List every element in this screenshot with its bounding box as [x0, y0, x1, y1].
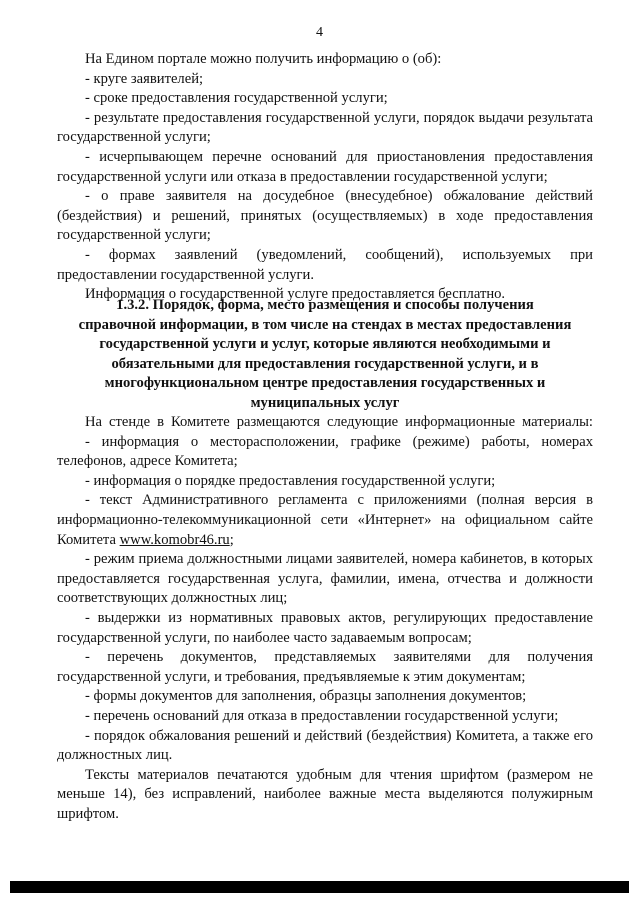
- info-list-block: [57, 50, 593, 305]
- list-item: - сроке предоставления государственной услуги;: [85, 90, 388, 107]
- list-item: - перечень документов, представляемых заявителями для получения государственной услуги, и требования, предъявляемые к этим документам;: [57, 649, 593, 685]
- list-item: - режим приема должностными лицами заявителей, номера кабинетов, в которых предоставляется государственная услуга, фамилии, имена, отчества и должности соответствующих должностных лиц;: [57, 551, 593, 607]
- list-item-text: - текст Административного регламента с приложениями (полная версия в информационно-телекоммуникационной сети «Интернет» на официальном сайте Комитета: [57, 492, 593, 548]
- list-item-text: ;: [229, 531, 234, 548]
- list-item: - формы документов для заполнения, образцы заполнения документов;: [85, 688, 527, 705]
- heading-line: государственной услуги и услуг, которые являются необходимыми и: [99, 336, 551, 353]
- list-item: - круге заявителей;: [85, 70, 204, 87]
- list-item: - информация о порядке предоставления государственной услуги;: [85, 472, 496, 489]
- list-item: - исчерпывающем перечне оснований для приостановления предоставления государственной услуги или отказа в предоставлении государственной услуги;: [57, 148, 593, 185]
- page-number: 4: [316, 25, 323, 40]
- list-item: - о праве заявителя на досудебное (внесудебное) обжалование действий (бездействия) и решений, принятых (осуществляемых) в ходе предоставления государственной услуги;: [57, 188, 593, 244]
- heading-line: муниципальных услуг: [250, 394, 400, 411]
- list-item: [57, 491, 593, 550]
- website-link[interactable]: www.komobr46.ru: [119, 531, 230, 548]
- heading-line: обязательными для предоставления государственной услуги, и в: [111, 355, 539, 372]
- list-item: - формах заявлений (уведомлений, сообщений), используемых при предоставлении государственной услуги.: [57, 246, 593, 283]
- list-item: - перечень оснований для отказа в предоставлении государственной услуги;: [85, 707, 559, 724]
- paragraph: Информация о государственной услуге предоставляется бесплатно.: [85, 286, 506, 303]
- list-item: - результате предоставления государственной услуги, порядок выдачи результата государственной услуги;: [57, 109, 593, 146]
- list-item: - порядок обжалования решений и действий (бездействия) Комитета, а также его должностных лиц.: [57, 727, 593, 764]
- section-heading: [57, 296, 593, 414]
- heading-line: 1.3.2. Порядок, форма, место размещения и способы получения: [116, 297, 534, 313]
- list-item: - информация о месторасположении, графике (режиме) работы, номерах телефонов, адресе Комитета;: [57, 433, 593, 470]
- stand-materials-block: [57, 413, 593, 824]
- paragraph: На Едином портале можно получить информацию о (об):: [85, 51, 442, 67]
- list-item: - выдержки из нормативных правовых актов, регулирующих предоставление государственной услуги, по наиболее часто задаваемым вопросам;: [57, 609, 593, 646]
- scan-border-bar: [10, 881, 629, 893]
- heading-line: многофункциональном центре предоставления государственных и: [104, 375, 546, 392]
- paragraph: На стенде в Комитете размещаются следующие информационные материалы:: [85, 414, 593, 430]
- paragraph: Тексты материалов печатаются удобным для чтения шрифтом (размером не меньше 14), без исправлений, наиболее важные места выделяются полужирным шрифтом.: [57, 766, 593, 822]
- heading-line: справочной информации, в том числе на стендах в местах предоставления: [78, 316, 572, 333]
